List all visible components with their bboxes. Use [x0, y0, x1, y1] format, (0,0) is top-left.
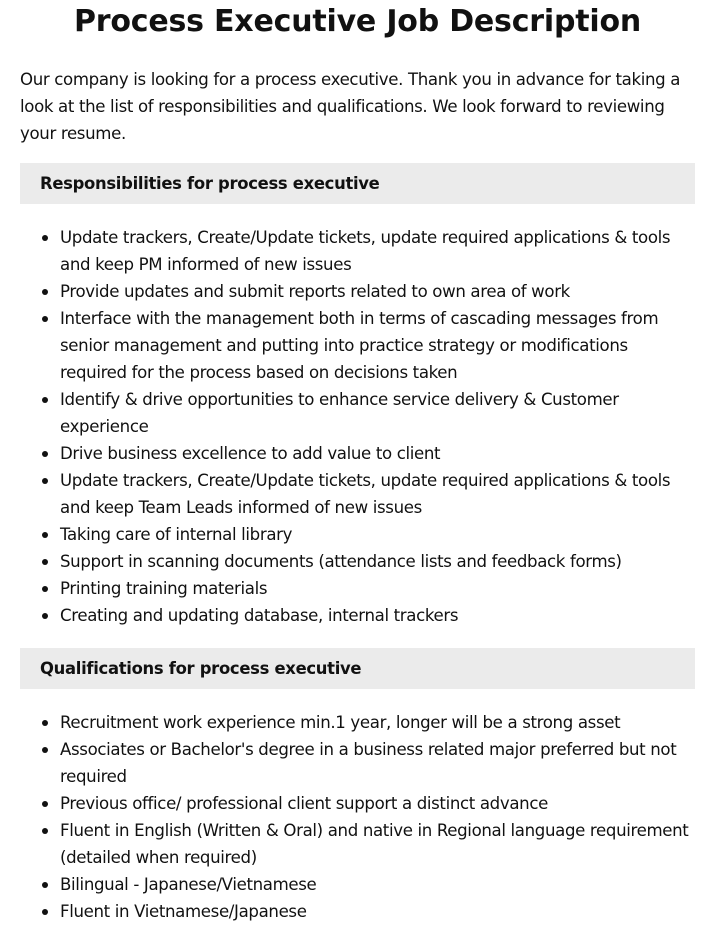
- responsibility-item: Support in scanning documents (attendance lists and feedback forms): [60, 548, 695, 575]
- responsibility-item: Drive business excellence to add value to client: [60, 440, 695, 467]
- responsibility-item: Provide updates and submit reports related to own area of work: [60, 278, 695, 305]
- responsibilities-list: [20, 224, 695, 629]
- qualifications-heading: Qualifications for process executive: [20, 648, 695, 689]
- qualification-item: Fluent in Vietnamese/Japanese: [60, 898, 695, 925]
- responsibility-item: Identify & drive opportunities to enhance service delivery & Customer experience: [60, 386, 695, 440]
- qualification-item: Previous office/ professional client support a distinct advance: [60, 790, 695, 817]
- responsibility-item: Printing training materials: [60, 575, 695, 602]
- intro-paragraph: Our company is looking for a process executive. Thank you in advance for taking a look at the list of responsibilities and qualifications. We look forward to reviewing your resume.: [20, 70, 681, 143]
- responsibilities-heading: Responsibilities for process executive: [20, 163, 695, 204]
- responsibility-item: Taking care of internal library: [60, 521, 695, 548]
- responsibility-item: Update trackers, Create/Update tickets, update required applications & tools and keep Team Leads informed of new issues: [60, 467, 695, 521]
- qualification-item: Fluent in English (Written & Oral) and native in Regional language requirement (detailed when required): [60, 817, 695, 871]
- page-title: Process Executive Job Description: [73, 4, 642, 39]
- responsibility-item: Update trackers, Create/Update tickets, update required applications & tools and keep PM informed of new issues: [60, 224, 695, 278]
- qualification-item: Bilingual - Japanese/Vietnamese: [60, 871, 695, 898]
- responsibility-item: Creating and updating database, internal trackers: [60, 602, 695, 629]
- qualification-item: Recruitment work experience min.1 year, longer will be a strong asset: [60, 709, 695, 736]
- qualification-item: Associates or Bachelor's degree in a business related major preferred but not required: [60, 736, 695, 790]
- responsibility-item: Interface with the management both in terms of cascading messages from senior management and putting into practice strategy or modifications required for the process based on decisions taken: [60, 305, 695, 386]
- qualifications-list: [20, 709, 695, 925]
